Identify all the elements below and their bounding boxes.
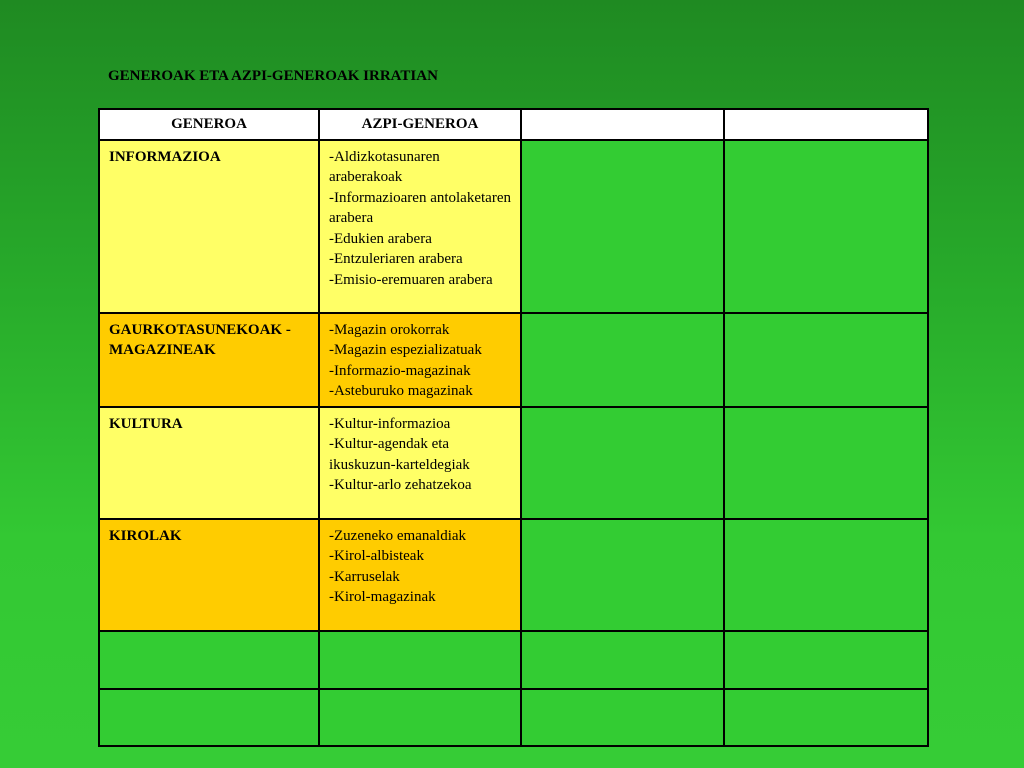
subgenre-item: -Kultur-agendak eta ikuskuzun-karteldegiak bbox=[329, 436, 470, 473]
table-row bbox=[99, 519, 928, 631]
subgenre-item: -Emisio-eremuaren arabera bbox=[329, 271, 493, 288]
subgenre-item: -Aldizkotasunaren araberakoak bbox=[329, 148, 440, 185]
header-subgenre: AZPI-GENEROA bbox=[319, 109, 521, 140]
subgenre-cell bbox=[319, 140, 521, 313]
empty-cell bbox=[724, 313, 928, 407]
table-row bbox=[99, 313, 928, 407]
subgenre-item: -Karruselak bbox=[329, 568, 400, 585]
subgenre-item: -Magazin orokorrak bbox=[329, 321, 450, 338]
subgenre-item: -Kultur-arlo zehatzekoa bbox=[329, 477, 472, 493]
table-row-empty bbox=[99, 631, 928, 689]
empty-cell bbox=[99, 689, 319, 746]
header-genre: GENEROA bbox=[99, 109, 319, 140]
empty-cell bbox=[521, 140, 724, 313]
subgenre-item: -Kultur-informazioa bbox=[329, 415, 451, 432]
table-header-row bbox=[99, 109, 928, 140]
empty-cell bbox=[319, 689, 521, 746]
table-row bbox=[99, 140, 928, 313]
subgenre-item: -Kirol-magazinak bbox=[329, 589, 436, 605]
empty-cell bbox=[724, 519, 928, 631]
subgenre-item: -Kirol-albisteak bbox=[329, 548, 424, 564]
subgenre-item: -Entzuleriaren arabera bbox=[329, 251, 463, 267]
subgenre-item: -Asteburuko magazinak bbox=[329, 383, 473, 399]
table-row-empty bbox=[99, 689, 928, 746]
subgenre-item: -Informazio-magazinak bbox=[329, 362, 471, 379]
empty-cell bbox=[521, 689, 724, 746]
empty-cell bbox=[99, 631, 319, 689]
subgenre-cell bbox=[319, 313, 521, 407]
empty-cell bbox=[521, 631, 724, 689]
empty-cell bbox=[724, 407, 928, 519]
empty-cell bbox=[521, 313, 724, 407]
empty-cell bbox=[521, 519, 724, 631]
genre-cell: INFORMAZIOA bbox=[99, 140, 319, 313]
table-row bbox=[99, 407, 928, 519]
empty-cell bbox=[724, 689, 928, 746]
empty-cell bbox=[319, 631, 521, 689]
empty-cell bbox=[521, 407, 724, 519]
header-empty-2 bbox=[724, 109, 928, 140]
header-empty-1 bbox=[521, 109, 724, 140]
genre-table bbox=[98, 108, 929, 747]
genre-cell: KIROLAK bbox=[99, 519, 319, 631]
subgenre-item: -Magazin espezializatuak bbox=[329, 342, 482, 358]
subgenre-item: -Informazioaren antolaketaren arabera bbox=[329, 189, 511, 226]
empty-cell bbox=[724, 631, 928, 689]
genre-cell: GAURKOTASUNEKOAK -MAGAZINEAK bbox=[99, 313, 319, 407]
subgenre-cell bbox=[319, 407, 521, 519]
slide-title: GENEROAK ETA AZPI-GENEROAK IRRATIAN bbox=[108, 68, 438, 84]
genre-cell: KULTURA bbox=[99, 407, 319, 519]
subgenre-cell bbox=[319, 519, 521, 631]
empty-cell bbox=[724, 140, 928, 313]
subgenre-item: -Edukien arabera bbox=[329, 230, 432, 247]
subgenre-item: -Zuzeneko emanaldiak bbox=[329, 527, 467, 544]
